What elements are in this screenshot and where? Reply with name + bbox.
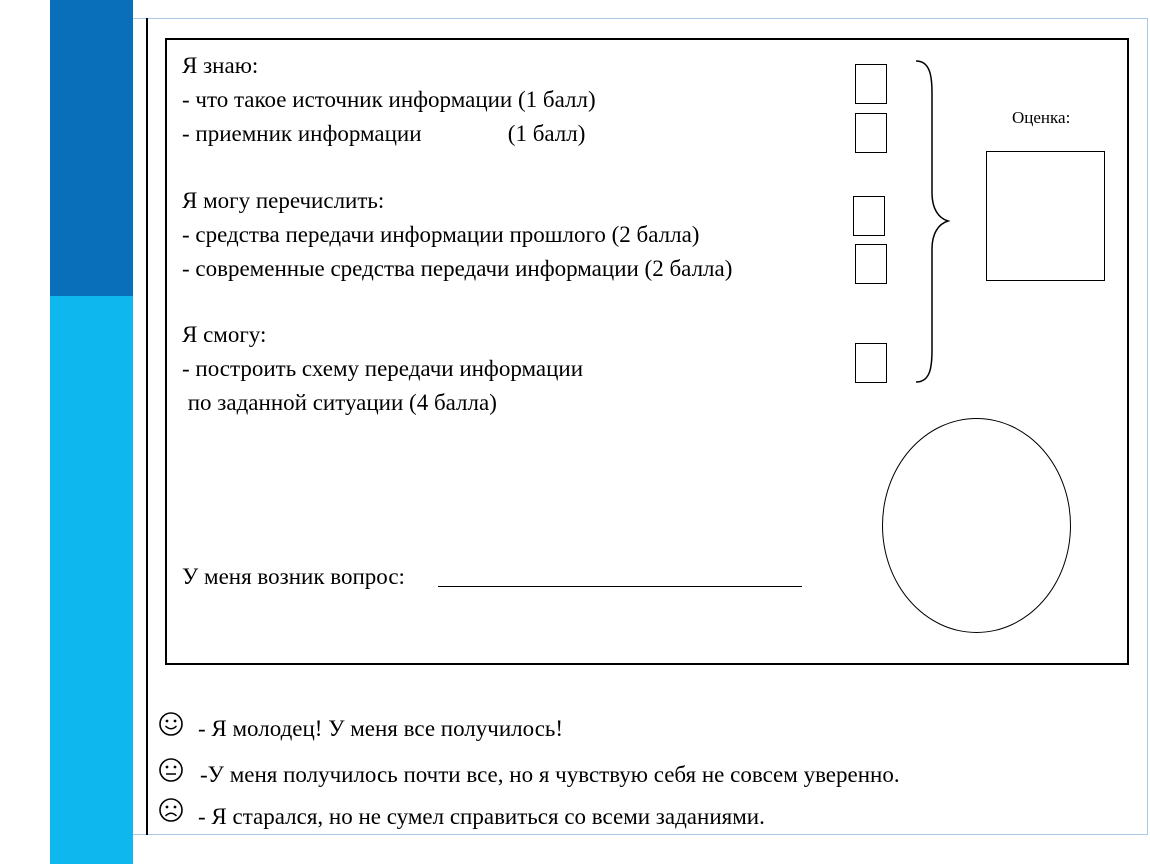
neutral-face-icon [158,757,184,783]
score-box-source[interactable] [855,64,887,104]
slide-vertical-rule [146,18,148,835]
question-answer-line[interactable] [438,586,802,587]
score-box-receiver[interactable] [855,113,887,153]
legend-text-ok: -У меня получилось почти все, но я чувствую себя не совсем уверенно. [200,762,900,787]
legend-text-bad: - Я старался, но не сумел справиться со всеми заданиями. [198,804,765,829]
can-heading: Я смогу: [182,322,267,347]
score-box-scheme[interactable] [855,343,887,383]
can-item-scheme: - построить схему передачи информации [182,356,584,381]
frowning-face-icon [158,797,184,823]
know-item-source: - что такое источник информации (1 балл) [182,87,596,112]
smiling-face-icon [158,711,184,737]
list-item-past: - средства передачи информации прошлого (2 балла) [182,222,700,247]
emoji-circle[interactable] [882,418,1071,633]
sidebar-light-bar [50,296,133,864]
can-item-scheme-cont: по заданной ситуации (4 балла) [182,390,497,415]
score-box-modern[interactable] [855,244,887,284]
grade-label: Оценка: [1012,108,1071,127]
question-label: У меня возник вопрос: [182,564,405,589]
list-item-modern: - современные средства передачи информации (2 балла) [182,256,733,281]
curly-brace [912,58,952,388]
know-heading: Я знаю: [182,53,259,78]
score-box-past[interactable] [853,196,885,236]
grade-box[interactable] [986,151,1105,281]
sidebar-dark-bar [50,0,133,296]
list-heading: Я могу перечислить: [182,188,385,213]
know-item-receiver: - приемник информации (1 балл) [182,121,586,146]
legend-text-good: - Я молодец! У меня все получилось! [198,716,564,741]
